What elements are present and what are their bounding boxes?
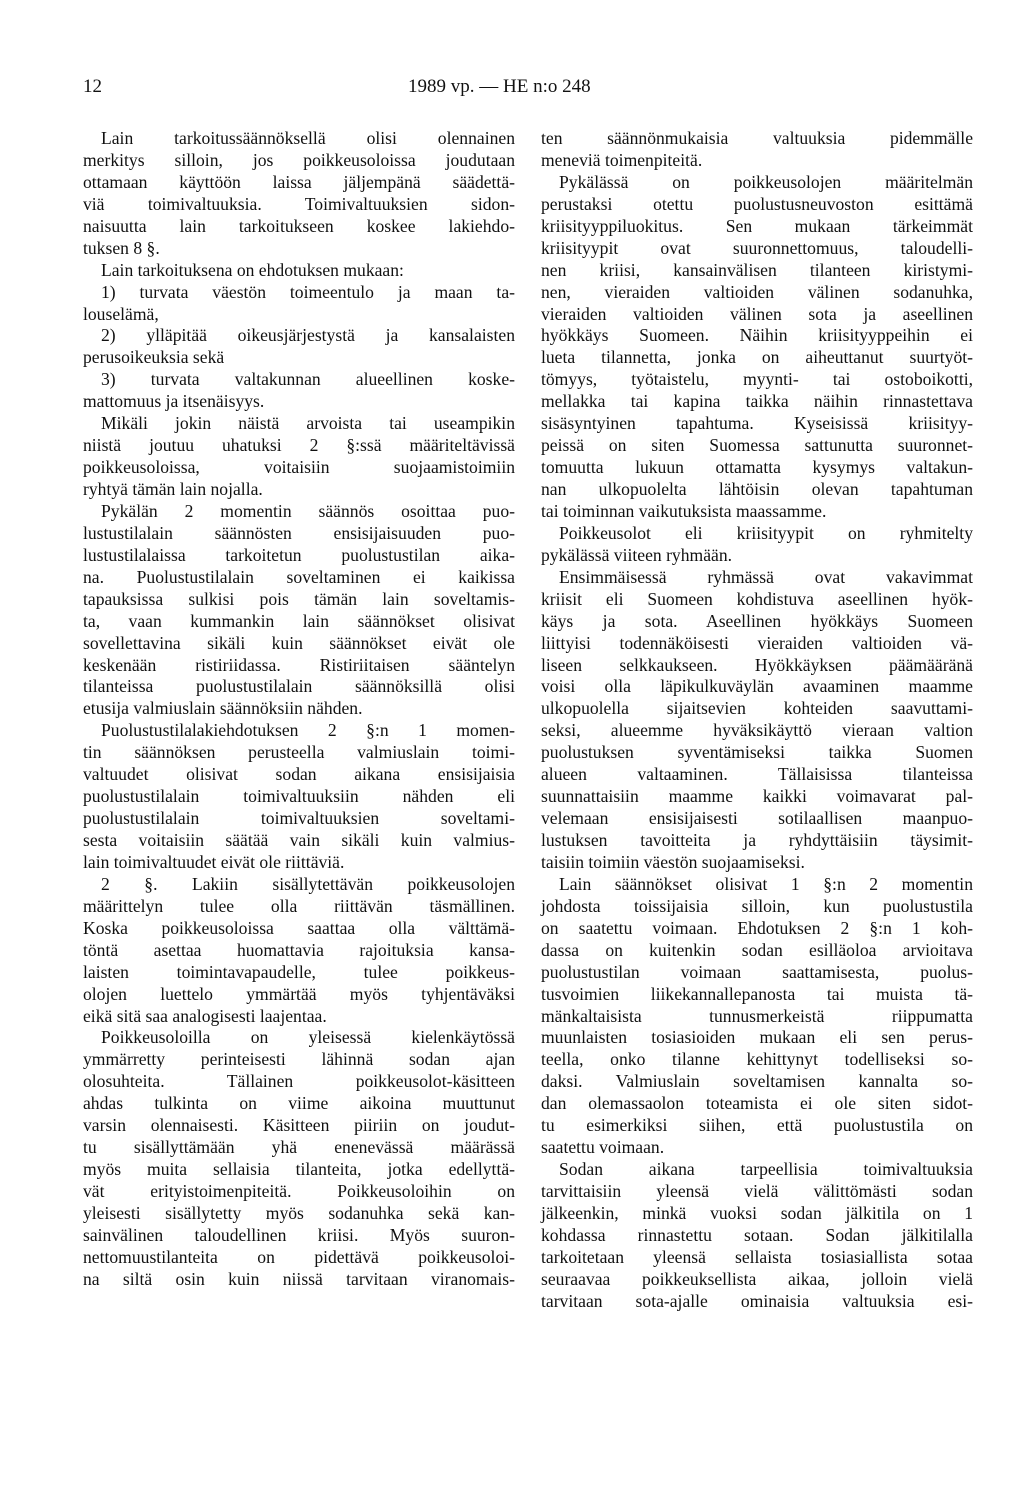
text-line: sovellettavina sikäli kuin säännökset eivät ole [83,632,515,653]
text-line: Lain tarkoitussäännöksellä olisi olennainen [101,128,515,148]
text-line: alueen valtaaminen. Tällaisissa tilanteissa [541,764,973,785]
text-line: tusvoimien liikekannallepanosta tai muista tä- [541,983,973,1004]
text-line: Sodan aikana tarpeellisia toimivaltuuksia [559,1159,973,1180]
text-line: perustaksi otettu puolustusneuvoston esittämä [541,193,973,214]
text-line: sainvälinen taloudellinen kriisi. Myös suuron- [83,1224,515,1245]
text-line: etusija valmiuslain säännöksiin nähden. [83,698,363,719]
text-line: dassa on kuitenkin sodan esilläoloa arvioitava [541,939,973,960]
text-line: seksi, alueemme hyväksikäyttö vieraan valtion [541,720,973,741]
text-line: keskenään ristiriidassa. Ristiriitaisen sääntelyn [83,654,515,675]
right-column [541,128,973,1313]
text-line: tarvitaan sota-ajalle ominaisia valtuuksia esi- [541,1290,973,1311]
text-line: tin säännöksen perusteella valmiuslain toimi- [83,742,515,763]
text-line: ta, vaan kummankin lain säännökset olisivat [83,610,515,631]
text-line: sisäsyntyinen tapahtuma. Kyseisissä kriisityy- [541,413,973,434]
text-line: kohdassa rinnastettu sotaan. Sodan jälkitilalla [541,1224,973,1245]
page-number: 12 [83,76,102,97]
text-line: viä toimivaltuuksia. Toimivaltuuksien sidon- [83,193,515,214]
text-line: jälkeenkin, minkä vuoksi sodan jälkitila on 1 [541,1202,973,1223]
text-line: puolustustilalain toimivaltuuksien soveltami- [83,808,515,829]
text-line: lustustilalaissa tarkoitetun puolustustilan aika- [83,544,515,565]
text-line: Mikäli jokin näistä arvoista tai useampikin [101,413,515,434]
text-line: kriisityyppiluokitus. Sen mukaan tärkeimmät [541,215,973,236]
text-line: tarkoitetaan yleensä sellaista tosiasiallista sotaa [541,1246,973,1267]
text-line: Lain tarkoituksena on ehdotuksen mukaan: [101,259,404,280]
text-line: varsin olennaisesti. Käsitteen piiriin on joudut- [83,1115,515,1136]
text-line: Lain säännökset olisivat 1 §:n 2 momentin [559,873,973,894]
text-line: tu esimerkiksi siihen, että puolustustila on [541,1115,973,1136]
text-line: puolustuksen syventämiseksi taikka Suomen [541,742,973,763]
text-line: muunlaisten tosiasioiden mukaan eli sen perus- [541,1027,973,1048]
text-line: ymmärretty perinteisesti lähinnä sodan ajan [83,1049,515,1070]
text-line: 2) ylläpitää oikeusjärjestystä ja kansalaisten [101,325,515,346]
text-line: dan olemassaolon toteamista ei ole siten sidot- [541,1093,973,1114]
text-line: myös muita sellaisia tilanteita, jotka edellyttä- [83,1159,515,1180]
text-line: kriisityypit ovat suuronnettomuus, taloudelli- [541,237,973,258]
text-line: merkitys silloin, jos poikkeusoloissa joudutaan [83,149,515,170]
text-line: nan ulkopuolelta lähtöisin olevan tapahtuman [541,479,973,499]
page-header [0,76,1024,102]
text-line: 2 §. Lakiin sisällytettävän poikkeusolojen [101,873,515,894]
text-line: Pykälän 2 momentin säännös osoittaa puo- [101,500,515,521]
text-line: töntä asettaa huomattavia rajoituksia kansa- [83,939,515,960]
text-line: nen kriisi, kansainvälisen tilanteen kiristymi- [541,259,973,280]
text-line: mänkaltaisista tunnusmerkeistä riippumatta [541,1005,973,1026]
text-line: olojen luettelo ymmärtää myös tyhjentäväksi [83,983,515,1004]
text-line: saatettu voimaan. [541,1137,665,1158]
text-line: ottamaan käyttöön laissa jäljempänä säädettä- [83,171,515,192]
text-line: eikä sitä saa analogisesti laajentaa. [83,1005,327,1026]
text-line: on saatettu voimaan. Ehdotuksen 2 §:n 1 koh- [541,917,973,938]
text-line: Poikkeusoloilla on yleisessä kielenkäytössä [101,1027,515,1048]
text-line: yleisesti sisällytetty myös sodanuhka sekä kan- [83,1202,515,1223]
text-line: 3) turvata valtakunnan alueellinen koske- [101,369,515,390]
text-line: daksi. Valmiuslain soveltamisen kannalta so- [541,1071,973,1092]
text-line: lustustilalain säännösten ensisijaisuuden puo- [83,522,515,543]
text-line: na. Puolustustilalain soveltaminen ei kaikissa [83,566,515,587]
text-line: ten säännönmukaisia valtuuksia pidemmälle [541,128,973,148]
text-line: nettomuustilanteita on pidettävä poikkeusoloi- [83,1246,515,1267]
text-line: voisi olla läpikulkuväylän avaaminen maamme [541,676,973,697]
text-line: nen, vieraiden valtioiden välinen sodanuhka, [541,281,973,302]
text-line: olosuhteita. Tällainen poikkeusolot-käsitteen [83,1071,515,1092]
text-line: naisuutta lain tarkoitukseen koskee lakiehdo- [83,215,515,236]
text-line: seuraavaa poikkeuksellista aikaa, jolloin vielä [541,1268,973,1289]
text-line: tömyys, työtaistelu, myynti- tai ostoboikotti, [541,369,973,390]
text-line: kriisit eli Suomeen kohdistuva aseellinen hyök- [541,588,973,609]
text-line: Ensimmäisessä ryhmässä ovat vakavimmat [559,566,973,587]
text-line: ryhtyä tämän lain nojalla. [83,479,263,499]
running-title: 1989 vp. — HE n:o 248 [408,76,591,97]
text-line: tarvittaisiin yleensä vielä välittömästi sodan [541,1181,973,1201]
text-line: lustuksen tavoitteita ja ryhdyttäisiin täysimit- [541,830,973,850]
text-line: vät erityistoimenpiteitä. Poikkeusoloihin on [83,1181,515,1201]
text-line: laisten toimintavapaudelle, tulee poikkeus- [83,961,515,982]
text-line: tomuutta lukuun ottamatta kysymys valtakun- [541,457,973,478]
text-line: valtuudet olisivat sodan aikana ensisijaisia [83,764,515,785]
text-line: poikkeusoloissa, voitaisiin suojaamistoimiin [83,457,515,478]
text-line: tilanteissa puolustustilalain säännöksillä olisi [83,676,515,697]
text-line: tai toiminnan vaikutuksista maassamme. [541,500,827,521]
text-line: 1) turvata väestön toimeentulo ja maan ta- [101,281,515,302]
text-line: mellakka tai kapina taikka näihin rinnastettava [541,391,973,412]
text-line: määrittelyn tulee olla riittävän täsmällinen. [83,895,515,916]
text-line: ulkopuolella sijaitsevien kohteiden saavuttami- [541,698,973,719]
text-line: teella, onko tilanne kehittynyt todelliseksi so- [541,1049,973,1070]
text-line: Poikkeusolot eli kriisityypit on ryhmitelty [559,522,973,543]
text-line: peissä on siten Suomessa sattunutta suuronnet- [541,435,973,456]
text-line: taisiin toimiin väestön suojaamiseksi. [541,851,805,872]
text-line: liseen selkkaukseen. Hyökkäyksen päämääränä [541,654,973,675]
text-line: lueta tilannetta, jonka on aiheuttanut suurtyöt- [541,347,973,368]
left-column [83,128,515,1291]
text-line: Puolustustilalakiehdotuksen 2 §:n 1 momen- [101,720,515,741]
text-line: tu sisällyttämään yhä enenevässä määrässä [83,1137,515,1158]
text-line: louselämä, [83,303,159,324]
text-line: hyökkäys Suomeen. Näihin kriisityyppeihin ei [541,325,973,346]
text-line: lain toimivaltuudet eivät ole riittäviä. [83,851,345,872]
text-line: velemaan ensisijaisesti sotilaallisen maanpuo- [541,808,973,829]
text-line: sesta voitaisiin säätää vain sikäli kuin valmius- [83,830,515,850]
text-line: liittyisi todennäköisesti vieraiden valtioiden vä- [541,632,973,653]
text-line: suunnattaisiin maamme kaikki voimavarat pal- [541,786,973,807]
text-line: tapauksissa sulkisi pois tämän lain soveltamis- [83,588,515,609]
text-line: puolustustilalain toimivaltuuksiin nähden eli [83,786,515,807]
text-line: vieraiden valtioiden välinen sota ja aseellinen [541,303,973,324]
text-line: pykälässä viiteen ryhmään. [541,544,733,565]
text-line: Koska poikkeusoloissa saattaa olla välttämä- [83,917,515,938]
text-line: johdosta toissijaisia silloin, kun puolustustila [541,895,973,916]
text-line: perusoikeuksia sekä [83,347,225,368]
text-line: meneviä toimenpiteitä. [541,149,703,170]
text-line: käys ja sota. Aseellinen hyökkäys Suomeen [541,610,973,631]
text-line: tuksen 8 §. [83,237,160,258]
text-line: mattomuus ja itsenäisyys. [83,391,265,412]
text-line: puolustustilan voimaan saattamisesta, puolus- [541,961,973,982]
text-line: ahdas tulkinta on viime aikoina muuttunut [83,1093,515,1114]
text-line: niistä joutuu uhatuksi 2 §:ssä määriteltävissä [83,435,515,456]
text-line: na siltä osin kuin niissä tarvitaan viranomais- [83,1268,515,1289]
text-line: Pykälässä on poikkeusolojen määritelmän [559,171,973,192]
